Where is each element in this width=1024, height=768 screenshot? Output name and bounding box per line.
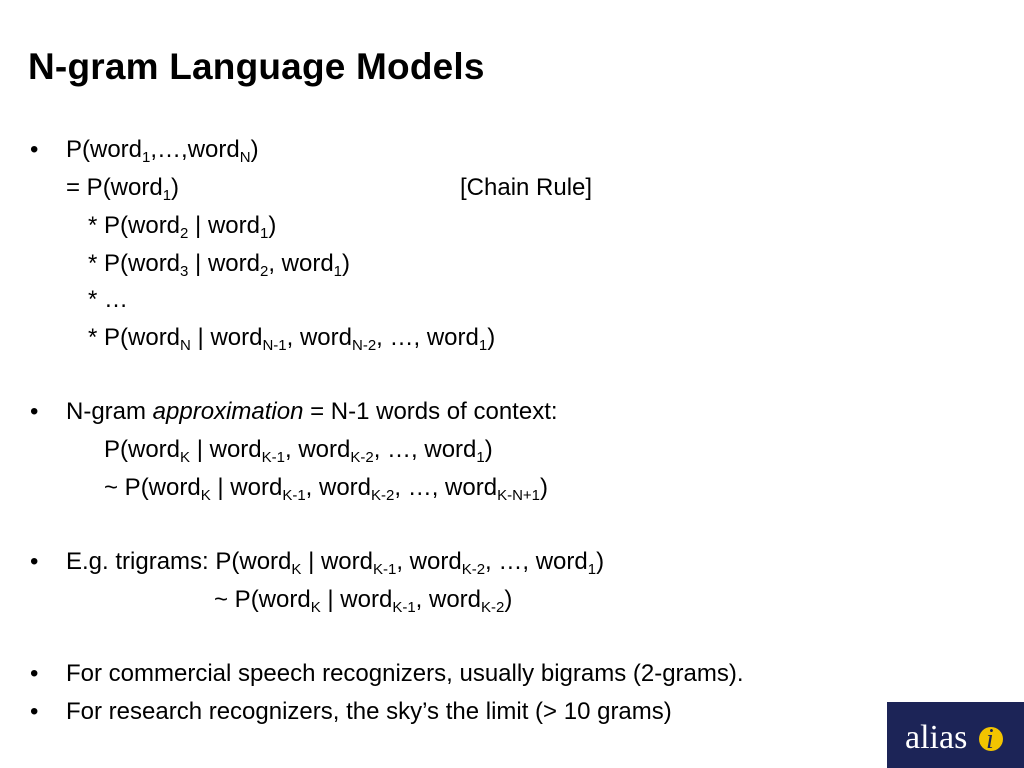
subscript: 2 (180, 225, 189, 242)
subscript: K (291, 561, 302, 578)
subscript: 1 (478, 337, 488, 354)
logo-glyph: i (986, 724, 994, 755)
subscript: 1 (587, 561, 597, 578)
subscript: N (239, 149, 251, 166)
subscript: K (200, 487, 211, 504)
subscript: 1 (333, 263, 343, 280)
bullet-2-line-3: ~ P(word$_K$ | word$_{K-1}$, word$_{K-2}$, …, word$_{K-N+1}$) (104, 474, 548, 504)
bullet-3-line-1: E.g. trigrams: P(word$_K$ | word$_{K-1}$, word$_{K-2}$, …, word$_1$) (66, 548, 605, 578)
subscript: K-2 (461, 561, 486, 578)
bullet-2-line-1: N-gram approximation = N-1 words of context: (66, 398, 558, 425)
logo-wordmark: alias (905, 719, 968, 756)
bullet-1-line-1: P(word$_1$,…,word$_N$) (66, 136, 259, 166)
bullet-3-symbol: • (30, 548, 39, 575)
subscript: 1 (476, 449, 485, 466)
bullet-1-line-6: * P(word$_N$ | word$_{N-1}$, word$_{N-2}$, …, word$_1$) (88, 324, 496, 354)
subscript: 1 (142, 149, 151, 166)
subscript: K (310, 599, 321, 616)
subscript: K-1 (392, 599, 416, 616)
bullet-1-line-4: * P(word$_3$ | word$_2$, word$_1$) (88, 250, 351, 280)
subscript: 3 (180, 263, 189, 280)
subscript: N-2 (352, 337, 377, 354)
subscript: K-2 (371, 487, 395, 504)
subscript: N (180, 337, 191, 354)
subscript: 1 (162, 187, 172, 204)
chain-rule-annotation: [Chain Rule] (460, 174, 593, 201)
slide-title: N-gram Language Models (28, 46, 485, 87)
bullet-1-symbol: • (30, 136, 39, 163)
subscript: K-2 (481, 599, 505, 616)
bullet-1-line-3: * P(word$_2$ | word$_1$) (88, 212, 277, 242)
subscript: K-N+1 (497, 487, 540, 504)
bullet-1-line-5: * … (88, 286, 129, 313)
bullet-2-symbol: • (30, 398, 39, 425)
bullet-5-line-1: For research recognizers, the sky’s the limit (> 10 grams) (66, 698, 672, 725)
bullet-2-line-2: P(word$_K$ | word$_{K-1}$, word$_{K-2}$, …, word$_1$) (104, 436, 493, 466)
subscript: K (180, 449, 191, 466)
bullet-4-line-1: For commercial speech recognizers, usually bigrams (2-grams). (66, 660, 744, 687)
subscript: 2 (259, 263, 269, 280)
subscript: K-2 (350, 449, 374, 466)
emphasis: approximation (152, 398, 304, 425)
bullet-5-symbol: • (30, 698, 39, 725)
subscript: 1 (259, 225, 269, 242)
subscript: K-1 (282, 487, 306, 504)
bullet-4-symbol: • (30, 660, 39, 687)
subscript: K-1 (261, 449, 285, 466)
alias-i-logo (887, 702, 1024, 768)
bullet-1-line-2: = P(word$_1$) (66, 174, 180, 204)
subscript: N-1 (262, 337, 287, 354)
subscript: K-1 (373, 561, 397, 578)
bullet-3-line-2: ~ P(word$_K$ | word$_{K-1}$, word$_{K-2}$) (214, 586, 513, 616)
